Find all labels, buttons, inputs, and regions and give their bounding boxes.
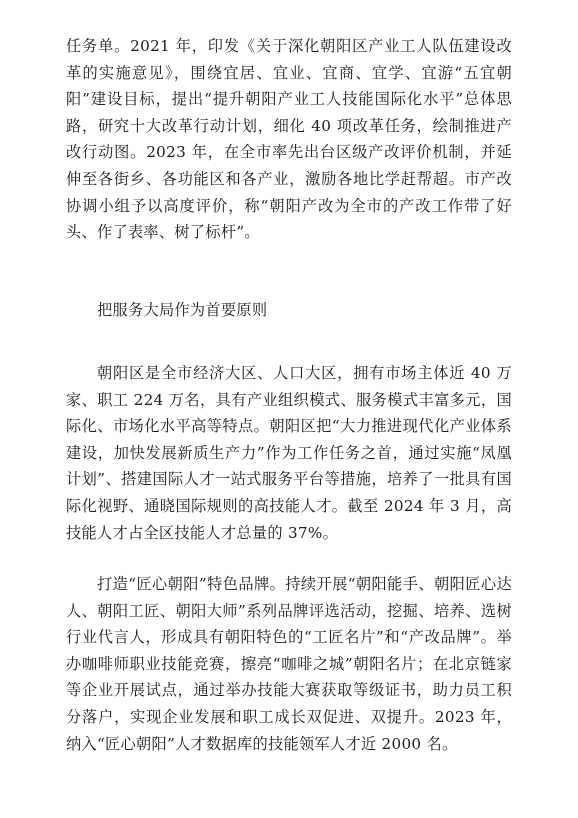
paragraph-reform-task-list: 任务单。2021 年，印发《关于深化朝阳区产业工人队伍建设改革的实施意见》，围绕宜居、宜业、宜商、宜学、宜游“五宜朝阳”建设目标，提出“提升朝阳产业工人技能国际化水平”总体思路，研究十大改革行动计划，细化 40 项改革任务，绘制推进产改行动图。2023 年，在全市率先出台区级产改评价机制，并延伸至各街乡、各功能区和各产业，激励各地比学赶帮超。市产改协调小组予以高度评价，称“朝阳产改为全市的产改工作带了好头、作了表率、树了标杆”。: [66, 37, 512, 242]
paragraph-craftsman-brand: 打造“匠心朝阳”特色品牌。持续开展“朝阳能手、朝阳匠心达人、朝阳工匠、朝阳大师”系列品牌评选活动，挖掘、培养、选树行业代言人，形成具有朝阳特色的“工匠名片”和“产改品牌”。举办咖啡师职业技能竞赛，擦亮“咖啡之城”朝阳名片；在北京链家等企业开展试点，通过举办技能大赛获取等级证书，助力员工积分落户，实现企业发展和职工成长双促进、双提升。2023 年，纳入“匠心朝阳”人才数据库的技能领军人才近 2000 名。: [66, 575, 512, 753]
paragraph-chaoyang-overview: 朝阳区是全市经济大区、人口大区，拥有市场主体近 40 万家、职工 224 万名，具有产业组织模式、服务模式丰富多元，国际化、市场化水平高等特点。朝阳区把“大力推进现代化产业体系建设，加快发展新质生产力”作为工作任务之首，通过实施“凤凰计划”、搭建国际人才一站式服务平台等措施，培养了一批具有国际化视野、通晓国际规则的高技能人才。截至 2024 年 3 月，高技能人才占全区技能人才总量的 37%。: [66, 364, 512, 542]
section-heading: 把服务大局作为首要原则: [97, 301, 268, 319]
